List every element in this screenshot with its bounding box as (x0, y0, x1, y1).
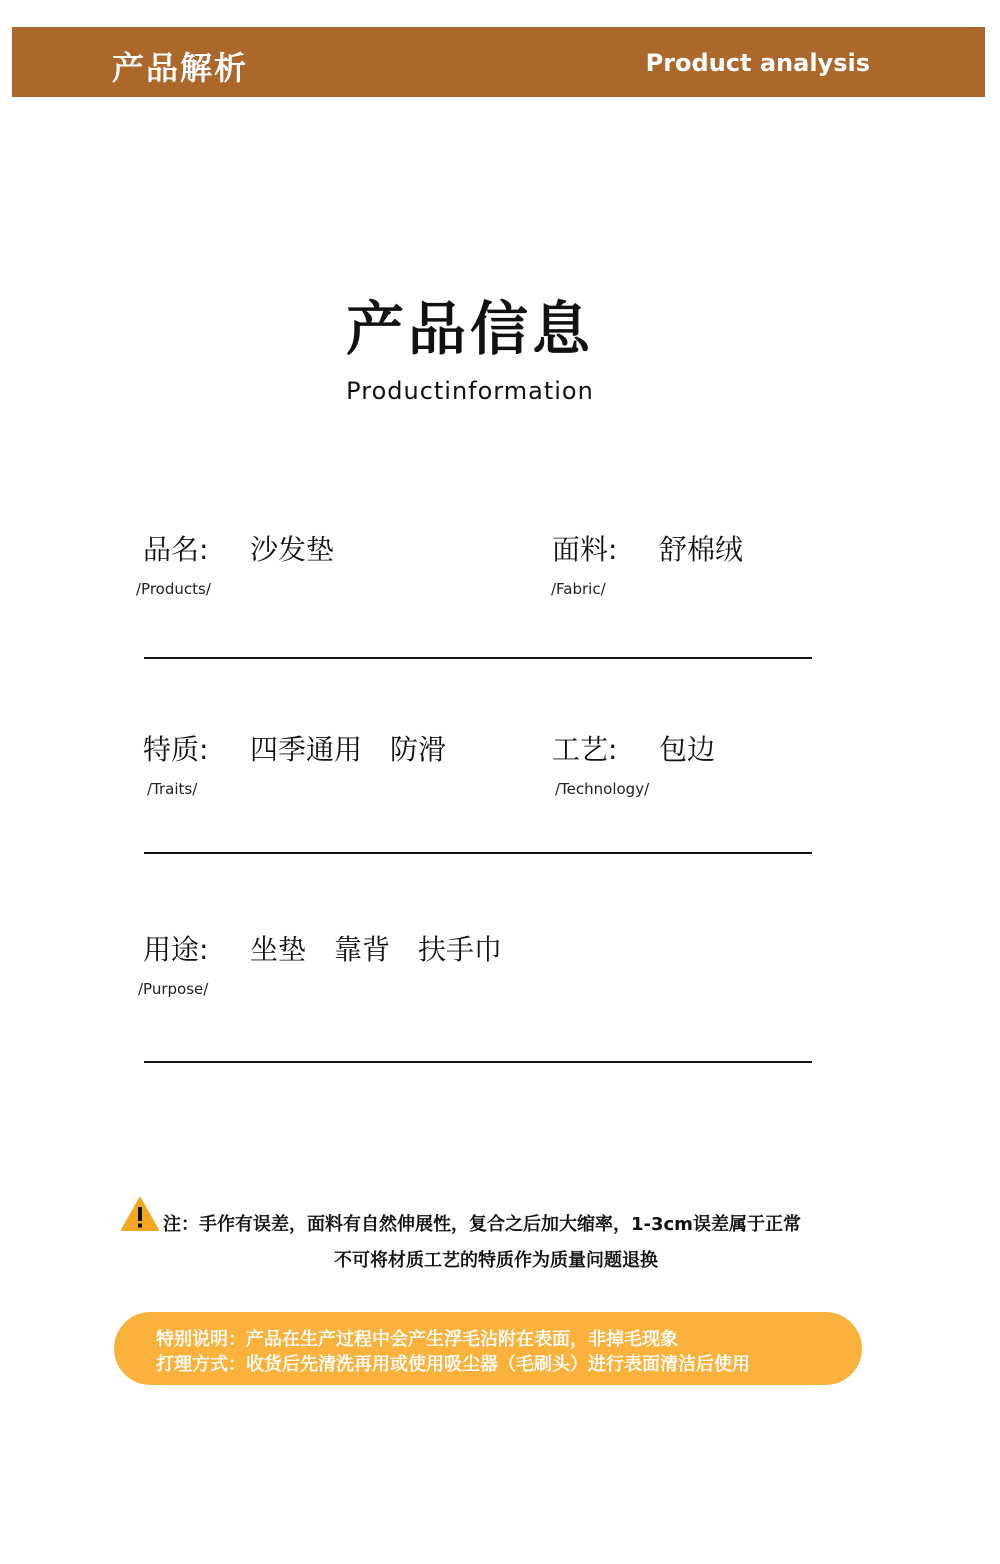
field-purpose (143, 928, 502, 968)
field-name-sub: /Products/ (136, 580, 211, 598)
divider-line (144, 657, 812, 659)
notice-line-1: 注：手作有误差，面料有自然伸展性，复合之后加大缩率，1-3cm误差属于正常 (163, 1214, 801, 1235)
field-technology-sub: /Technology/ (555, 780, 650, 798)
field-technology (552, 728, 715, 768)
special-note-box (114, 1312, 862, 1385)
field-purpose-label: 用途: (143, 933, 209, 966)
header-banner (12, 27, 985, 97)
field-name (143, 528, 334, 568)
field-purpose-sub: /Purpose/ (138, 980, 209, 998)
divider-line (144, 852, 812, 854)
field-name-label: 品名: (143, 533, 209, 566)
notice-line-2: 不可将材质工艺的特质作为质量问题退换 (334, 1250, 658, 1271)
field-technology-value: 包边 (659, 733, 716, 766)
header-title-cn: 产品解析 (112, 49, 249, 87)
field-name-value: 沙发垫 (250, 533, 335, 566)
field-fabric-sub: /Fabric/ (551, 580, 606, 598)
divider-line (144, 1061, 812, 1063)
field-traits-label: 特质: (143, 733, 209, 766)
warning-icon (120, 1196, 160, 1232)
special-note-line-2: 打理方式：收货后先清洗再用或使用吸尘器（毛刷头）进行表面清洁后使用 (156, 1354, 750, 1375)
section-title-cn: 产品信息 (345, 295, 594, 363)
field-fabric-value: 舒棉绒 (659, 533, 744, 566)
field-fabric (552, 528, 743, 568)
field-technology-label: 工艺: (552, 733, 618, 766)
header-title-en: Product analysis (645, 49, 870, 77)
field-fabric-label: 面料: (552, 533, 618, 566)
field-purpose-value: 坐垫 靠背 扶手巾 (250, 933, 503, 966)
field-traits-sub: /Traits/ (147, 780, 198, 798)
field-traits (143, 728, 446, 768)
section-title-en: Productinformation (346, 377, 594, 405)
field-traits-value: 四季通用 防滑 (250, 733, 447, 766)
special-note-line-1: 特别说明：产品在生产过程中会产生浮毛沾附在表面，非掉毛现象 (156, 1329, 678, 1350)
